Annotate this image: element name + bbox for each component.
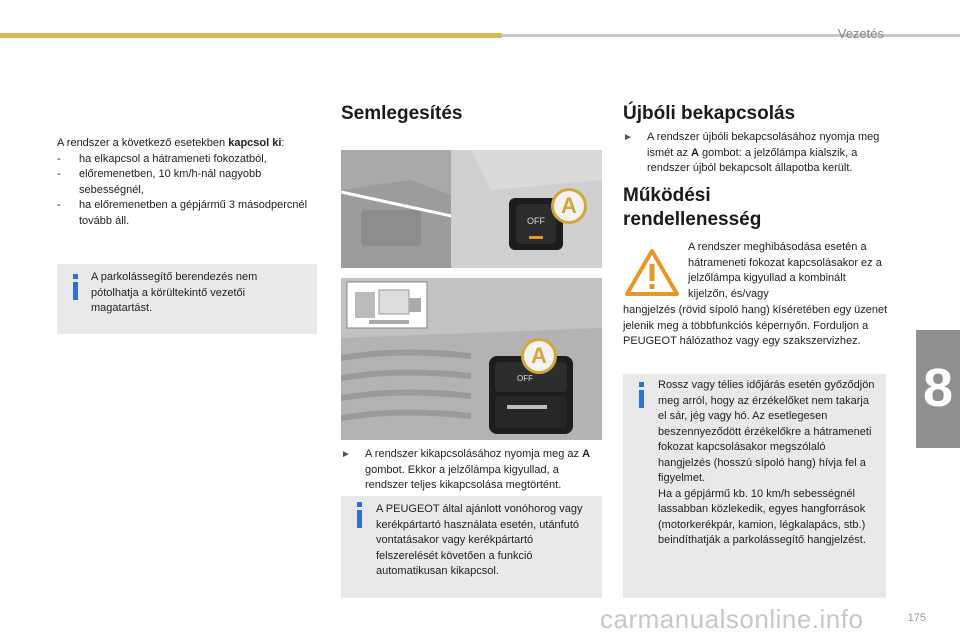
chapter-number: 8 <box>922 358 954 418</box>
malfunction-text-a: A rendszer meghibásodása esetén a hátrameneti fokozat kapcsolásakor ez a jelzőlámpa kigyullad a kombinált kijelzőn, és/vagy <box>688 241 882 300</box>
section-title-malfunction: Működési rendellenesség <box>623 185 762 230</box>
bullet-arrow-icon: ► <box>623 132 633 143</box>
reactivation-instruction <box>623 130 891 177</box>
page-number: 175 <box>907 612 926 624</box>
chapter-title: Vezetés <box>837 26 884 41</box>
info-text-speed: Ha a gépjármű kb. 10 km/h sebességnél lassabban közlekedik, egyes hangforrások (motorkerékpár, kamion, légkalapács, stb.) beindíthatják a parkolássegítő hangjelzést. <box>658 487 866 546</box>
deactivation-conditions <box>57 136 322 229</box>
info-text-weather: Rossz vagy télies időjárás esetén győződjön meg arról, hogy az érzékelőket nem takarja el sár, jég vagy hó. Az esetlegesen beszennyeződött érzékelőkre a hátrameneti fokozat kapcsolásakor megszólaló hangjelzés (hosszú sípoló hang) hívja fel a figyelmet. <box>658 379 875 484</box>
console-illustration <box>341 278 602 440</box>
header-accent-bar <box>0 33 502 38</box>
chapter-tab <box>916 330 960 448</box>
info-icon <box>73 282 78 300</box>
header-rule <box>502 34 960 37</box>
malfunction-text-b: hangjelzés (rövid sípoló hang) kíséretében egy üzenet jelenik meg a többfunkciós képernyőn. Forduljon a PEUGEOT hálózathoz vagy egy szakszervizhez. <box>623 304 888 347</box>
list-item: - előremenetben, 10 km/h-nál nagyobb sebességnél, <box>57 167 322 198</box>
info-text: A parkolássegítő berendezés nem pótolhatja a körültekintő vezetői magatartást. <box>91 271 258 314</box>
info-text-block <box>658 378 880 549</box>
button-a-badge-console: A <box>521 338 557 374</box>
list-item: - ha előremenetben a gépjármű 3 másodpercnél tovább áll. <box>57 198 322 229</box>
info-icon <box>639 390 644 408</box>
list-item: - ha elkapcsol a hátrameneti fokozatból, <box>57 152 322 168</box>
deactivation-instruction <box>341 447 603 494</box>
info-box-right <box>623 374 886 598</box>
section-title-deactivation: Semlegesítés <box>341 103 463 124</box>
button-off-label: OFF <box>527 216 545 226</box>
section-title-reactivation: Újbóli bekapcsolás <box>623 103 796 124</box>
info-text: A PEUGEOT által ajánlott vonóhorog vagy kerékpártartó használata esetén, utánfutó vontatásakor vagy kerékpártartó felszerelését követően a funkció automatikusan kikapcsol. <box>376 503 583 577</box>
instruction-bullet: ► A rendszer kikapcsolásához nyomja meg az A gombot. Ekkor a jelzőlámpa kigyullad, a rendszer teljes kikapcsolása megtörtént. <box>341 448 591 491</box>
info-icon <box>357 510 362 528</box>
button-off-label-console: OFF <box>517 374 533 383</box>
info-box-left <box>57 264 317 334</box>
instruction-bullet: ► A rendszer újbóli bekapcsolásához nyomja meg ismét az A gombot: a jelzőlámpa kialszik, a rendszer újból bekapcsolt állapotba került. <box>623 131 880 174</box>
intro-line: A rendszer a következő esetekben kapcsol ki: <box>57 137 285 149</box>
photo-console-button <box>341 278 602 440</box>
button-a-badge: A <box>551 188 587 224</box>
bullet-arrow-icon: ► <box>341 449 351 460</box>
warning-triangle-icon <box>624 248 680 298</box>
photo-dashboard-button <box>341 150 602 268</box>
watermark: carmanualsonline.info <box>600 604 864 634</box>
info-box-middle <box>341 496 602 598</box>
